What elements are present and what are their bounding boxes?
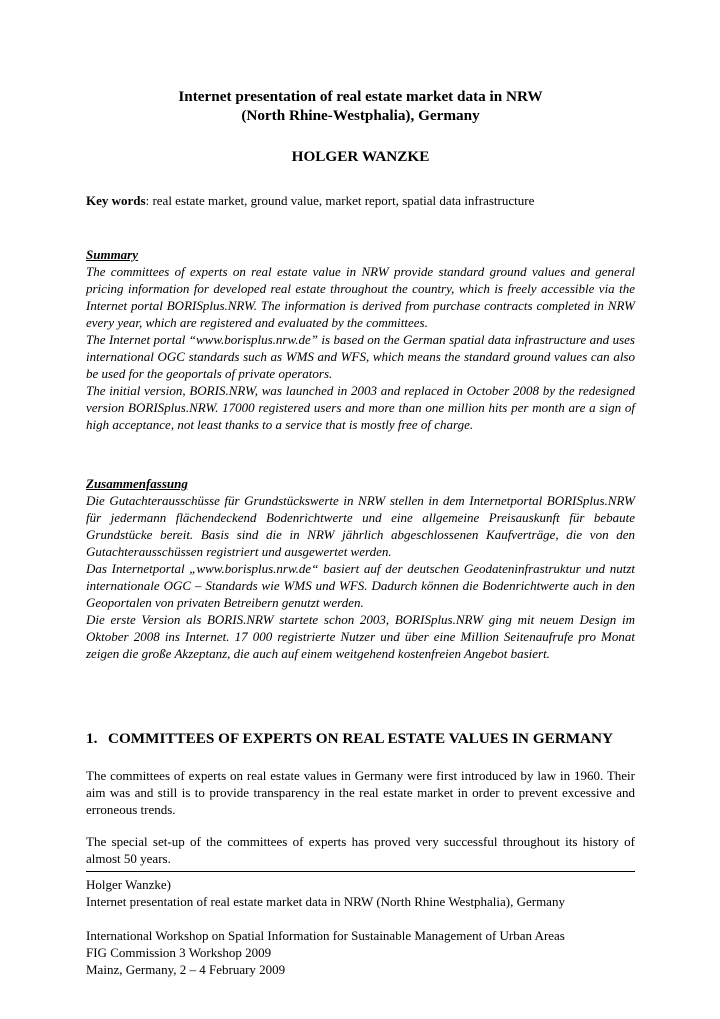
footer-paper-info <box>86 876 635 910</box>
title-line-2: (North Rhine-Westphalia), Germany <box>241 107 480 124</box>
footer-commission: FIG Commission 3 Workshop 2009 <box>86 945 272 960</box>
footer-author: Holger Wanzke) <box>86 877 171 892</box>
zusammenfassung-paragraph-1: Die Gutachterausschüsse für Grundstückswerte in NRW stellen in dem Internetportal BORISplus.NRW für jedermann flächendeckend Bodenrichtwerte und eine allgemeine Preisauskunft für bebaute Grundstücke bereit. Basis sind die in NRW jährlich abgeschlossenen Kaufverträge, die von den Gutachterausschüssen registriert und ausgewertet werden. <box>86 493 635 559</box>
summary-section <box>86 246 635 433</box>
zusammenfassung-paragraph-3: Die erste Version als BORIS.NRW startete schon 2003, BORISplus.NRW ging mit neuem Design im Oktober 2008 ins Internet. 17 000 registrierte Nutzer und über eine Million Seitenaufrufe pro Monat zeigen die große Akzeptanz, die auch auf einem weitgehend kostenfreien Angebot basiert. <box>86 612 635 661</box>
section-1-title: COMMITTEES OF EXPERTS ON REAL ESTATE VALUES IN GERMANY <box>108 730 613 747</box>
footer-venue: Mainz, Germany, 2 – 4 February 2009 <box>86 962 286 977</box>
title-line-1: Internet presentation of real estate market data in NRW <box>178 88 543 105</box>
section-1-number: 1. <box>86 730 98 747</box>
keywords <box>86 192 635 209</box>
author-name: HOLGER WANZKE <box>291 148 430 165</box>
keywords-label: Key words <box>86 193 146 208</box>
zusammenfassung-paragraph-2: Das Internetportal „www.borisplus.nrw.de“ basiert auf der deutschen Geodateninfrastruktur und nutzt internationale OGC – Standards wie WMS und WFS. Dadurch können die Bodenrichtwerte auch in den Geoportalen von privaten Betreibern genutzt werden. <box>86 561 635 610</box>
section-1-paragraph-2: The special set-up of the committees of experts has proved very successful throughout its history of almost 50 years. <box>86 834 635 866</box>
footer-workshop-info <box>86 927 635 978</box>
summary-paragraph-1: The committees of experts on real estate value in NRW provide standard ground values and general pricing information for developed real estate throughout the country, which is freely accessible via the Internet portal BORISplus.NRW. The information is derived from purchase contracts completed in NRW every year, which are registered and evaluated by the committees. <box>86 264 635 330</box>
summary-paragraph-2: The Internet portal “www.borisplus.nrw.de” is based on the German spatial data infrastructure and uses international OGC standards such as WMS and WFS, which means the standard ground values can also be used for the geoportals of private operators. <box>86 332 635 381</box>
section-1-paragraph-1: The committees of experts on real estate values in Germany were first introduced by law in 1960. Their aim was and still is to provide transparency in the real estate market in order to prevent excessive and erroneous trends. <box>86 768 635 817</box>
keywords-text: : real estate market, ground value, market report, spatial data infrastructure <box>145 193 535 208</box>
paper-title <box>86 87 635 125</box>
section-1-heading <box>86 729 635 748</box>
footer-workshop: International Workshop on Spatial Information for Sustainable Management of Urban Areas <box>86 928 565 943</box>
zusammenfassung-heading: Zusammenfassung <box>86 476 188 491</box>
footer-paper-title: Internet presentation of real estate market data in NRW (North Rhine Westphalia), Germany <box>86 894 565 909</box>
summary-heading: Summary <box>86 247 139 262</box>
summary-paragraph-3: The initial version, BORIS.NRW, was launched in 2003 and replaced in October 2008 by the redesigned version BORISplus.NRW. 17000 registered users and more than one million hits per month are a sign of high acceptance, not least thanks to a service that is mostly free of charge. <box>86 383 635 432</box>
footer-divider <box>86 871 635 872</box>
zusammenfassung-section <box>86 475 635 662</box>
